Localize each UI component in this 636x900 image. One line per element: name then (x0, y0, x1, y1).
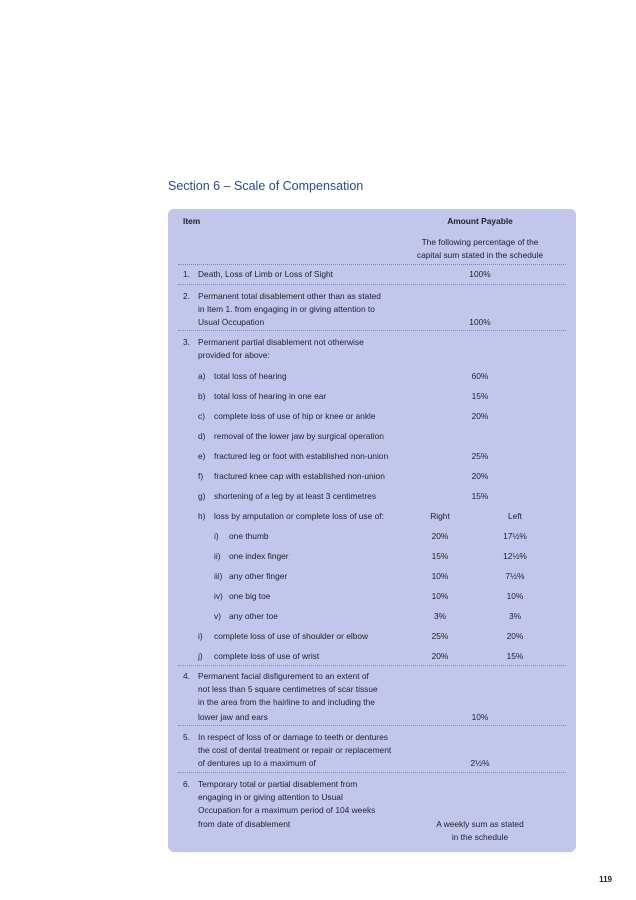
item-3h-sub-label: iv) (214, 591, 223, 601)
item-2-line2: in Item 1. from engaging in or giving attention to (198, 304, 375, 314)
item-2-line1: Permanent total disablement other than as stated (198, 291, 381, 301)
item-3h-sub-right: 15% (431, 551, 449, 561)
item-4-line2: not less than 5 square centimetres of scar tissue (198, 684, 378, 694)
item-3f-text: fractured knee cap with established non-union (214, 471, 385, 481)
item-3h-sub-text: any other finger (229, 571, 288, 581)
item-3g-text: shortening of a leg by at least 3 centimetres (214, 491, 377, 501)
item-3j-left: 15% (506, 651, 524, 661)
item-4-line1: Permanent facial disfigurement to an extent of (198, 671, 369, 681)
item-4-line3: in the area from the hairline to and including the (198, 697, 375, 707)
item-3b-text: total loss of hearing in one ear (214, 391, 327, 401)
item-1-text: Death, Loss of Limb or Loss of Sight (198, 269, 334, 279)
item-3i-text: complete loss of use of shoulder or elbow (214, 631, 369, 641)
item-6-line4: from date of disablement (198, 819, 291, 829)
item-3c-amount: 20% (471, 411, 489, 421)
item-3h-label: h) (198, 511, 206, 521)
item-3i-left: 20% (506, 631, 524, 641)
item-6-line3: Occupation for a maximum period of 104 weeks (198, 805, 376, 815)
divider (178, 772, 566, 773)
item-3h-sub-left: 7½% (505, 571, 525, 581)
item-3h-text: loss by amputation or complete loss of use of: (214, 511, 384, 521)
item-3h-sub-right: 3% (433, 611, 447, 621)
item-3h-sub-label: i) (214, 531, 219, 541)
divider (178, 330, 566, 331)
item-2-amount: 100% (469, 317, 491, 327)
item-3h-sub-left: 10% (506, 591, 524, 601)
item-2-number: 2. (183, 291, 190, 301)
item-1-number: 1. (183, 269, 190, 279)
left-column-header: Left (508, 511, 522, 521)
item-3h-sub-text: one index finger (229, 551, 289, 561)
item-3e-label: e) (198, 451, 206, 461)
item-5-number: 5. (183, 732, 190, 742)
item-3b-amount: 15% (471, 391, 489, 401)
item-3i-right: 25% (431, 631, 449, 641)
item-3f-amount: 20% (471, 471, 489, 481)
item-3c-label: c) (198, 411, 205, 421)
item-6-amount-line2: in the schedule (451, 832, 509, 842)
item-3h-sub-label: ii) (214, 551, 221, 561)
item-3h-sub-right: 20% (431, 531, 449, 541)
item-4-amount: 10% (471, 712, 489, 722)
item-2-line3: Usual Occupation (198, 317, 265, 327)
divider (178, 264, 566, 265)
item-3h-sub-text: any other toe (229, 611, 278, 621)
item-3h-sub-left: 12½% (503, 551, 527, 561)
item-3h-sub-left: 17½% (503, 531, 527, 541)
item-3j-label: j) (198, 651, 203, 661)
right-column-header: Right (430, 511, 450, 521)
item-3g-amount: 15% (471, 491, 489, 501)
item-3i-label: i) (198, 631, 203, 641)
item-3d-label: d) (198, 431, 206, 441)
item-3h-sub-label: iii) (214, 571, 223, 581)
item-3-number: 3. (183, 337, 190, 347)
item-6-line2: engaging in or giving attention to Usual (198, 792, 343, 802)
header-note-line2: capital sum stated in the schedule (416, 250, 544, 260)
divider (178, 665, 566, 666)
item-3a-amount: 60% (471, 371, 489, 381)
item-3b-label: b) (198, 391, 206, 401)
item-3h-sub-right: 10% (431, 571, 449, 581)
item-3c-text: complete loss of use of hip or knee or ankle (214, 411, 376, 421)
item-3a-label: a) (198, 371, 206, 381)
item-3-line1: Permanent partial disablement not otherwise (198, 337, 364, 347)
item-3d-text: removal of the lower jaw by surgical operation (214, 431, 384, 441)
item-3e-text: fractured leg or foot with established non-union (214, 451, 389, 461)
item-1-amount: 100% (469, 269, 491, 279)
item-3f-label: f) (198, 471, 204, 481)
item-5-amount: 2½% (470, 758, 490, 768)
item-3-line2: provided for above: (198, 350, 270, 360)
item-5-line1: In respect of loss of or damage to teeth or dentures (198, 732, 388, 742)
item-6-amount-line1: A weekly sum as stated (436, 819, 524, 829)
item-6-number: 6. (183, 779, 190, 789)
header-amount: Amount Payable (447, 216, 513, 226)
item-6-line1: Temporary total or partial disablement from (198, 779, 358, 789)
item-3h-sub-label: v) (214, 611, 221, 621)
item-3h-sub-right: 10% (431, 591, 449, 601)
item-3h-sub-text: one thumb (229, 531, 269, 541)
section-title: Section 6 – Scale of Compensation (168, 179, 364, 193)
page-number: 119 (599, 875, 612, 884)
item-4-line4: lower jaw and ears (198, 712, 268, 722)
item-3h-sub-left: 3% (508, 611, 522, 621)
item-3a-text: total loss of hearing (214, 371, 287, 381)
item-5-line3: of dentures up to a maximum of (198, 758, 316, 768)
item-3j-right: 20% (431, 651, 449, 661)
compensation-table (168, 209, 576, 852)
divider (178, 725, 566, 726)
item-3j-text: complete loss of use of wrist (214, 651, 320, 661)
item-3e-amount: 25% (471, 451, 489, 461)
header-item: Item (183, 216, 201, 226)
divider (178, 284, 566, 285)
item-3h-sub-text: one big toe (229, 591, 271, 601)
item-5-line2: the cost of dental treatment or repair or replacement (198, 745, 392, 755)
item-3g-label: g) (198, 491, 206, 501)
item-4-number: 4. (183, 671, 190, 681)
header-note-line1: The following percentage of the (421, 237, 539, 247)
